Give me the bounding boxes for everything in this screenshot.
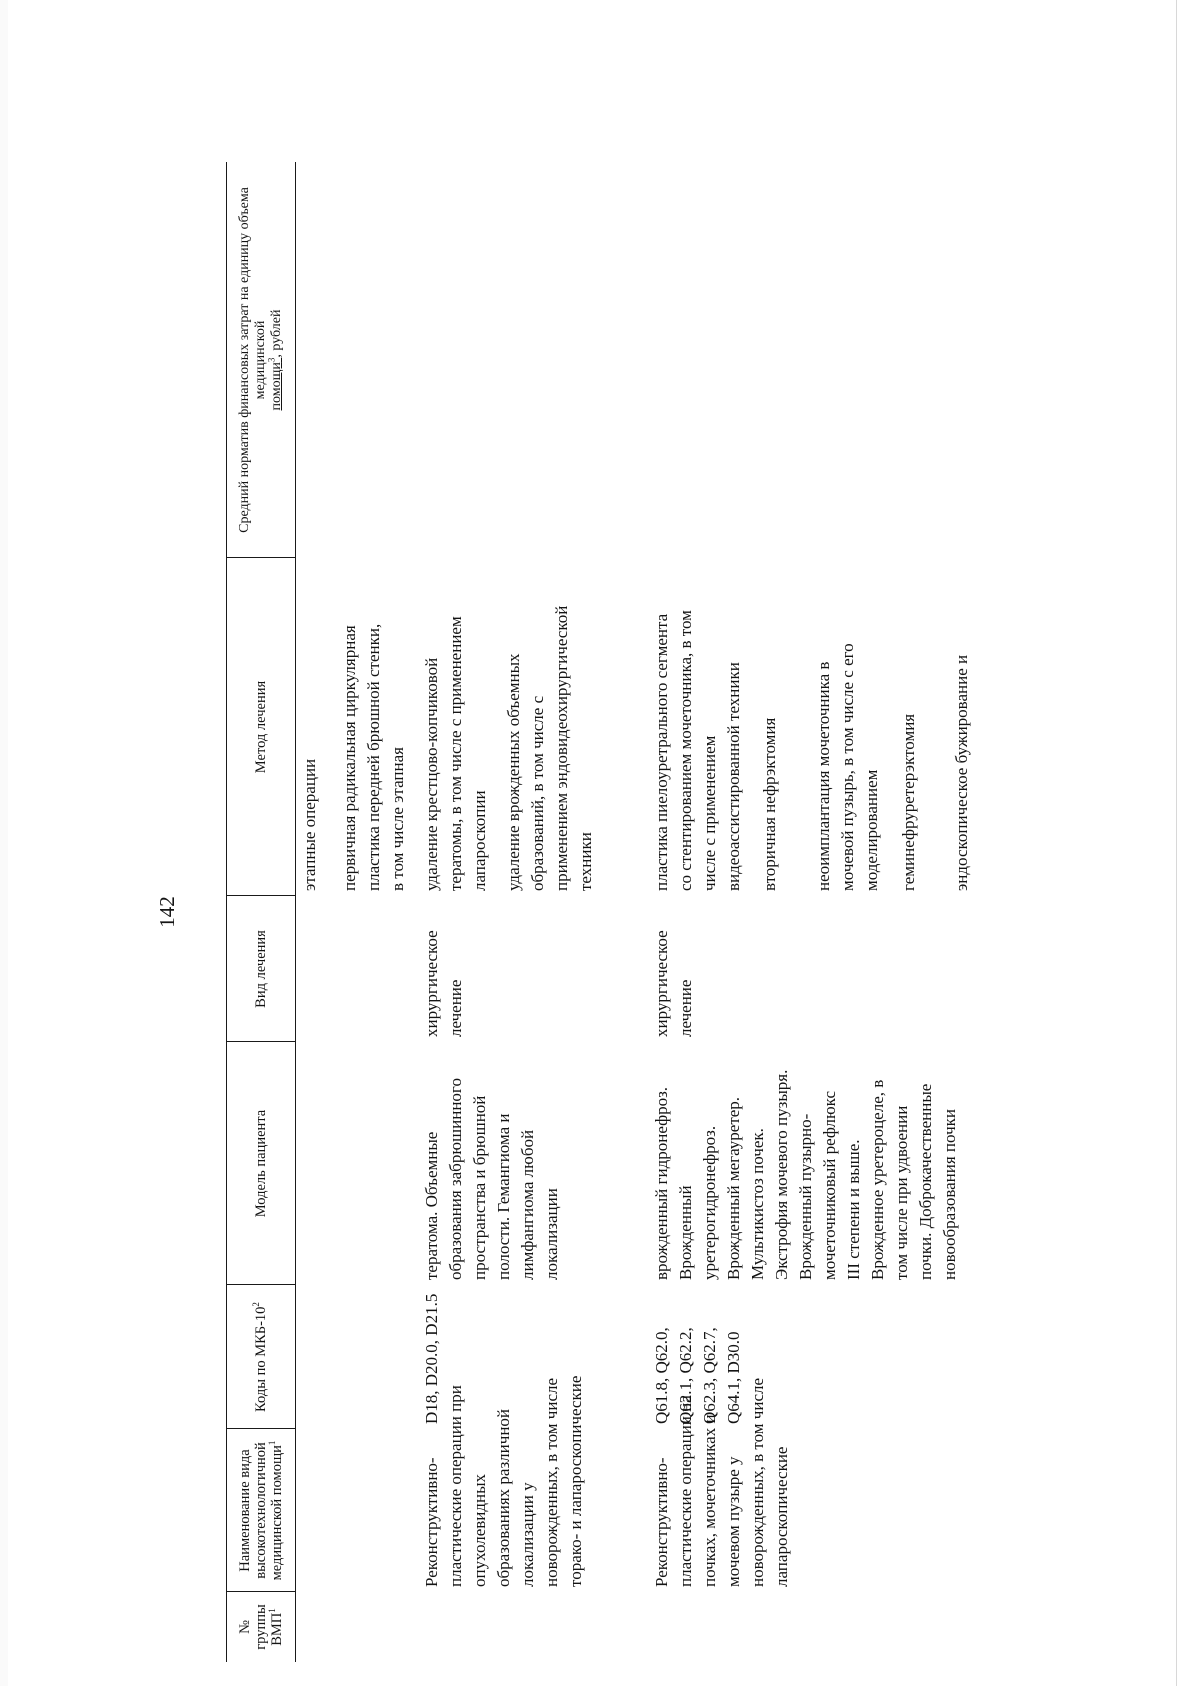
header-vmp-name: Наименование вида высокотехнологичной медицинской помощи$^1$ (236, 1440, 285, 1581)
patient-model-cell: тератома. Объемные образования забрюшинного пространства и брюшной полости. Гемангиома и лимфангиома любой локализации (422, 1078, 561, 1280)
header-icd-codes: Коды по МКБ-$10^2$ (250, 1302, 269, 1412)
vmp-name-cell: Реконструктивно- пластические операции на почках, мочеточниках и мочевом пузыре у новорожденных, в том числе лапароскопические (652, 1377, 791, 1587)
method-item: вторичная нефрэктомия (760, 717, 779, 891)
method-item: пластика пиелоуретрального сегмента со стентированием мочеточника, в том числе с применением видеоассистированной техники (652, 610, 743, 891)
method-item: удаление крестцово-копчиковой тератомы, в том числе с применением лапароскопии (422, 616, 489, 891)
vmp-name-cell: Реконструктивно- пластические операции при опухолевидных образованиях различной локализации у новорожденных, в том числе торако- и лапароскопические (422, 1375, 585, 1587)
header-cost: Средний норматив финансовых затрат на единицу объема медицинской помощи$^3$, рублей (236, 187, 284, 533)
method-text-continued: этапные операции (300, 758, 319, 891)
treatment-kind-cell: хирургическое лечение (422, 930, 465, 1037)
page-number: 142 (155, 896, 179, 928)
header-patient-model: Модель пациента (252, 1109, 269, 1218)
icd-codes-cell: Q61.8, Q62.0, Q62.1, Q62.2, Q62.3, Q62.7, Q64.1, D30.0 (652, 1327, 743, 1424)
method-item: удаление врожденных объемных образований, в том числе с применением эндовидеохирургической техники (504, 605, 595, 891)
method-item: неоимплантация мочеточника в мочевой пузырь, в том числе с его моделированием (814, 643, 881, 891)
icd-codes-cell: D18, D20.0, D21.5 (422, 1293, 441, 1424)
header-group-number: № группы ВМП$^1$ (236, 1604, 285, 1650)
scan-edge (0, 0, 8, 1686)
treatment-kind-cell: хирургическое лечение (652, 930, 695, 1037)
method-text-continued: первичная радикальная циркулярная пластика передней брюшной стенки, в том числе этапная (340, 623, 407, 891)
header-treatment-kind: Вид лечения (252, 930, 269, 1008)
method-item: эндоскопическое бужирование и (952, 654, 971, 891)
method-item: геминефруретерэктомия (899, 713, 918, 891)
patient-model-cell: врожденный гидронефроз. Врожденный уретерогидронефроз. Врожденный мегауретер. Мультикистоз почек. Экстрофия мочевого пузыря. Врожденный пузырно- мочеточниковый рефлюкс III степени и выше. Врожденное уретероцеле, в том числе при удвоении почки. Доброкачественные новообразования почки (652, 1069, 959, 1280)
header-treatment-method: Метод лечения (252, 680, 269, 774)
table-header-rule (295, 162, 296, 1662)
rotated-content (140, 162, 1200, 1662)
